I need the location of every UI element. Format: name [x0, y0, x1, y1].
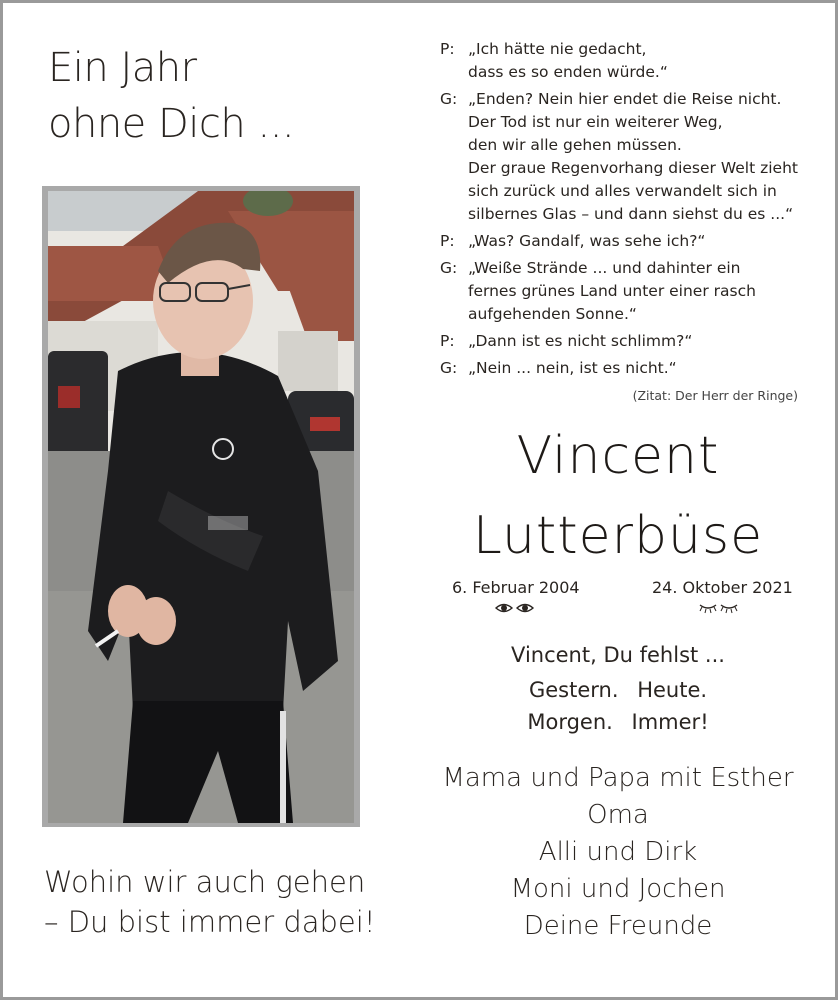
- dialog-text: „Ich hätte nie gedacht, dass es so enden würde.“: [468, 40, 668, 81]
- speaker-label: P:: [440, 332, 455, 350]
- closed-eyes-icon: [698, 600, 740, 614]
- mourner-entry: Mama und Papa mit Esther: [442, 763, 794, 793]
- dialog-text: „Was? Gandalf, was sehe ich?“: [468, 232, 706, 250]
- deceased-first-name: Vincent: [516, 426, 720, 486]
- portrait-photo: [48, 191, 354, 823]
- mourner-entry: Alli und Dirk: [538, 837, 698, 867]
- message-word: Heute.: [637, 678, 708, 702]
- message-word: Gestern.: [528, 678, 619, 702]
- message-row-2: [418, 710, 818, 734]
- message-row-1: [418, 678, 818, 702]
- citation: (Zitat: Der Herr der Ringe): [632, 388, 798, 403]
- dialog-text: „Enden? Nein hier endet die Reise nicht. Der Tod ist nur ein weiterer Weg, den wir alle gehen müssen. Der graue Regenvorhang dieser Welt zieht sich zurück und alles verwandelt sich in silbernes Glas – und dann siehst du es ...“: [468, 90, 798, 223]
- speaker-label: G:: [440, 90, 458, 108]
- motto: [44, 862, 375, 942]
- dialog-entry: [440, 88, 798, 226]
- dialog-entry: [440, 230, 798, 253]
- motto-line-1: Wohin wir auch gehen: [44, 865, 366, 899]
- dialog-entry: [440, 357, 798, 380]
- dialog-text: „Weiße Strände ... und dahinter ein fernes grünes Land unter einer rasch aufgehenden Sonne.“: [468, 259, 756, 323]
- mourners-list: [418, 760, 818, 945]
- motto-line-2: – Du bist immer dabei!: [44, 905, 376, 939]
- speaker-label: G:: [440, 259, 458, 277]
- dialog-entry: [440, 330, 798, 353]
- missing-message: Vincent, Du fehlst ...: [511, 643, 725, 667]
- speaker-label: P:: [440, 40, 455, 58]
- open-eyes-icon: [494, 600, 536, 616]
- mourner-entry: Moni und Jochen: [510, 874, 726, 904]
- portrait-photo-frame: [42, 186, 360, 827]
- mourner-entry: Oma: [587, 800, 649, 830]
- birth-date: 6. Februar 2004: [452, 578, 580, 597]
- deceased-last-name: Lutterbüse: [472, 506, 764, 566]
- message-word: Morgen.: [527, 710, 613, 734]
- quote-dialog: [440, 38, 798, 384]
- heading: [48, 40, 294, 152]
- dialog-text: „Dann ist es nicht schlimm?“: [468, 332, 693, 350]
- dialog-entry: [440, 38, 798, 84]
- heading-line-2: ohne Dich ...: [48, 101, 295, 147]
- death-date: 24. Oktober 2021: [652, 578, 793, 597]
- message-word: Immer!: [631, 710, 709, 734]
- mourner-entry: Deine Freunde: [523, 911, 713, 941]
- dialog-text: „Nein ... nein, ist es nicht.“: [468, 359, 677, 377]
- speaker-label: G:: [440, 359, 458, 377]
- speaker-label: P:: [440, 232, 455, 250]
- dialog-entry: [440, 257, 798, 326]
- heading-line-1: Ein Jahr: [48, 45, 197, 91]
